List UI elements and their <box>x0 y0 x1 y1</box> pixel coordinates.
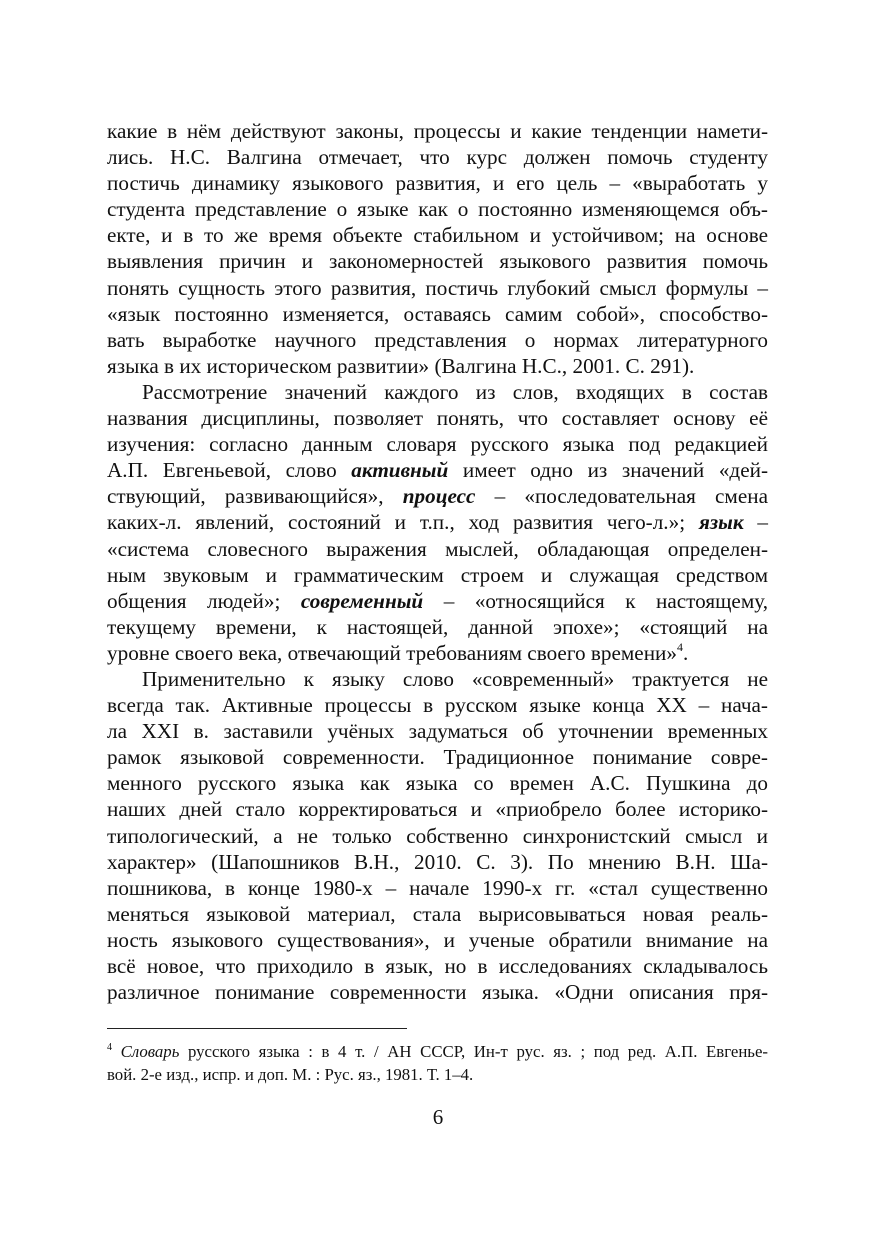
text-line: рамок языковой современности. Традиционное понимание совре- <box>107 745 768 770</box>
text-line: выявления причин и закономерностей языкового развития помочь <box>107 249 768 274</box>
paragraph-2 <box>107 379 768 666</box>
text-line <box>107 483 768 509</box>
text-line: всегда так. Активные процессы в русском языке конца XX – нача- <box>107 693 768 718</box>
paragraph-3 <box>107 666 768 1005</box>
text-line <box>107 457 768 483</box>
text-line: характер» (Шапошников В.Н., 2010. С. 3). По мнению В.Н. Ша- <box>107 849 768 874</box>
text-line: различное понимание современности языка. «Одни описания пря- <box>107 980 768 1005</box>
text-line <box>107 588 768 614</box>
text-line: типологический, а не только собственно синхронистский смысл и <box>107 823 768 848</box>
text-line: названия дисциплины, позволяет понять, что составляет основу её <box>107 406 768 431</box>
text-line: екте, и в то же время объекте стабильном и устойчивом; на основе <box>107 223 768 248</box>
text-run: – «последовательная смена <box>475 484 768 509</box>
text-line: «язык постоянно изменяется, оставаясь самим собой», способство- <box>107 301 768 326</box>
text-line: всё новое, что приходило в язык, но в исследованиях складывалось <box>107 954 768 978</box>
footnote <box>107 1040 768 1086</box>
text-line: «система словесного выражения мыслей, обладающая определен- <box>107 536 768 561</box>
text-line: Применительно к языку слово «современный» трактуется не <box>142 666 768 691</box>
text-line: изучения: согласно данным словаря русского языка под редакцией <box>107 432 768 457</box>
text-line: ла XXI в. заставили учёных задуматься об уточнении временных <box>107 719 768 744</box>
text-line <box>107 640 768 666</box>
text-run: . <box>682 640 689 665</box>
text-line: постичь динамику языкового развития, и его цель – «выработать у <box>107 171 768 196</box>
footnote-marker: 4 <box>107 1042 112 1053</box>
term-aktivnyi: активный <box>351 458 449 483</box>
page-body <box>107 118 768 1005</box>
text-line: меняться языковой материал, стала вырисовываться новая реаль- <box>107 901 768 926</box>
footnote-divider <box>107 1028 407 1029</box>
term-sovremennyi: современный <box>300 588 424 613</box>
text-line: языка в их историческом развитии» (Валгина Н.С., 2001. С. 291). <box>107 353 695 378</box>
text-run: каких-л. явлений, состояний и т.п., ход развития чего-л.»; <box>107 510 699 535</box>
paragraph-1 <box>107 118 768 379</box>
text-run: ствующий, развивающийся», <box>107 484 403 509</box>
footnote-line: вой. 2-е изд., испр. и доп. М. : Рус. яз., 1981. Т. 1–4. <box>107 1065 474 1084</box>
text-line: понять сущность этого развития, постичь глубокий смысл формулы – <box>107 275 768 300</box>
text-run: имеет одно из значений «дей- <box>448 458 768 483</box>
text-run: уровне своего века, отвечающий требованиям своего времени» <box>107 640 677 665</box>
text-line: пошникова, в конце 1980-х – начале 1990-х гг. «стал существенно <box>107 875 768 900</box>
text-line: студента представление о языке как о постоянно изменяющемся объ- <box>107 197 768 222</box>
text-run: – <box>743 510 768 535</box>
footnote-title: Словарь <box>120 1042 180 1061</box>
footnote-text: русского языка : в 4 т. / АН СССР, Ин-т рус. яз. ; под ред. А.П. Евгенье- <box>179 1042 769 1061</box>
term-protsess: процесс <box>402 484 476 509</box>
text-line <box>107 509 768 535</box>
footnote-line <box>107 1040 768 1063</box>
footnote-ref[interactable]: 4 <box>676 639 683 654</box>
text-line: текущему времени, к настоящей, данной эпохе»; «стоящий на <box>107 614 768 639</box>
term-yazyk: язык <box>698 510 744 535</box>
text-line: наших дней стало корректироваться и «приобрело более историко- <box>107 797 768 822</box>
text-line: ным звуковым и грамматическим строем и служащая средством <box>107 562 768 587</box>
text-run: общения людей»; <box>107 588 301 613</box>
page-number: 6 <box>432 1105 444 1129</box>
text-line: ность языкового существования», и ученые обратили внимание на <box>107 927 768 952</box>
text-line: менного русского языка как языка со времен А.С. Пушкина до <box>107 771 768 796</box>
text-line: какие в нём действуют законы, процессы и какие тенденции намети- <box>107 119 768 143</box>
text-run: А.П. Евгеньевой, слово <box>107 458 352 483</box>
text-run: – «относящийся к настоящему, <box>423 588 768 613</box>
text-line: лись. Н.С. Валгина отмечает, что курс должен помочь студенту <box>107 145 768 170</box>
text-line: Рассмотрение значений каждого из слов, входящих в состав <box>142 379 768 404</box>
text-line: вать выработке научного представления о нормах литературного <box>107 327 768 352</box>
